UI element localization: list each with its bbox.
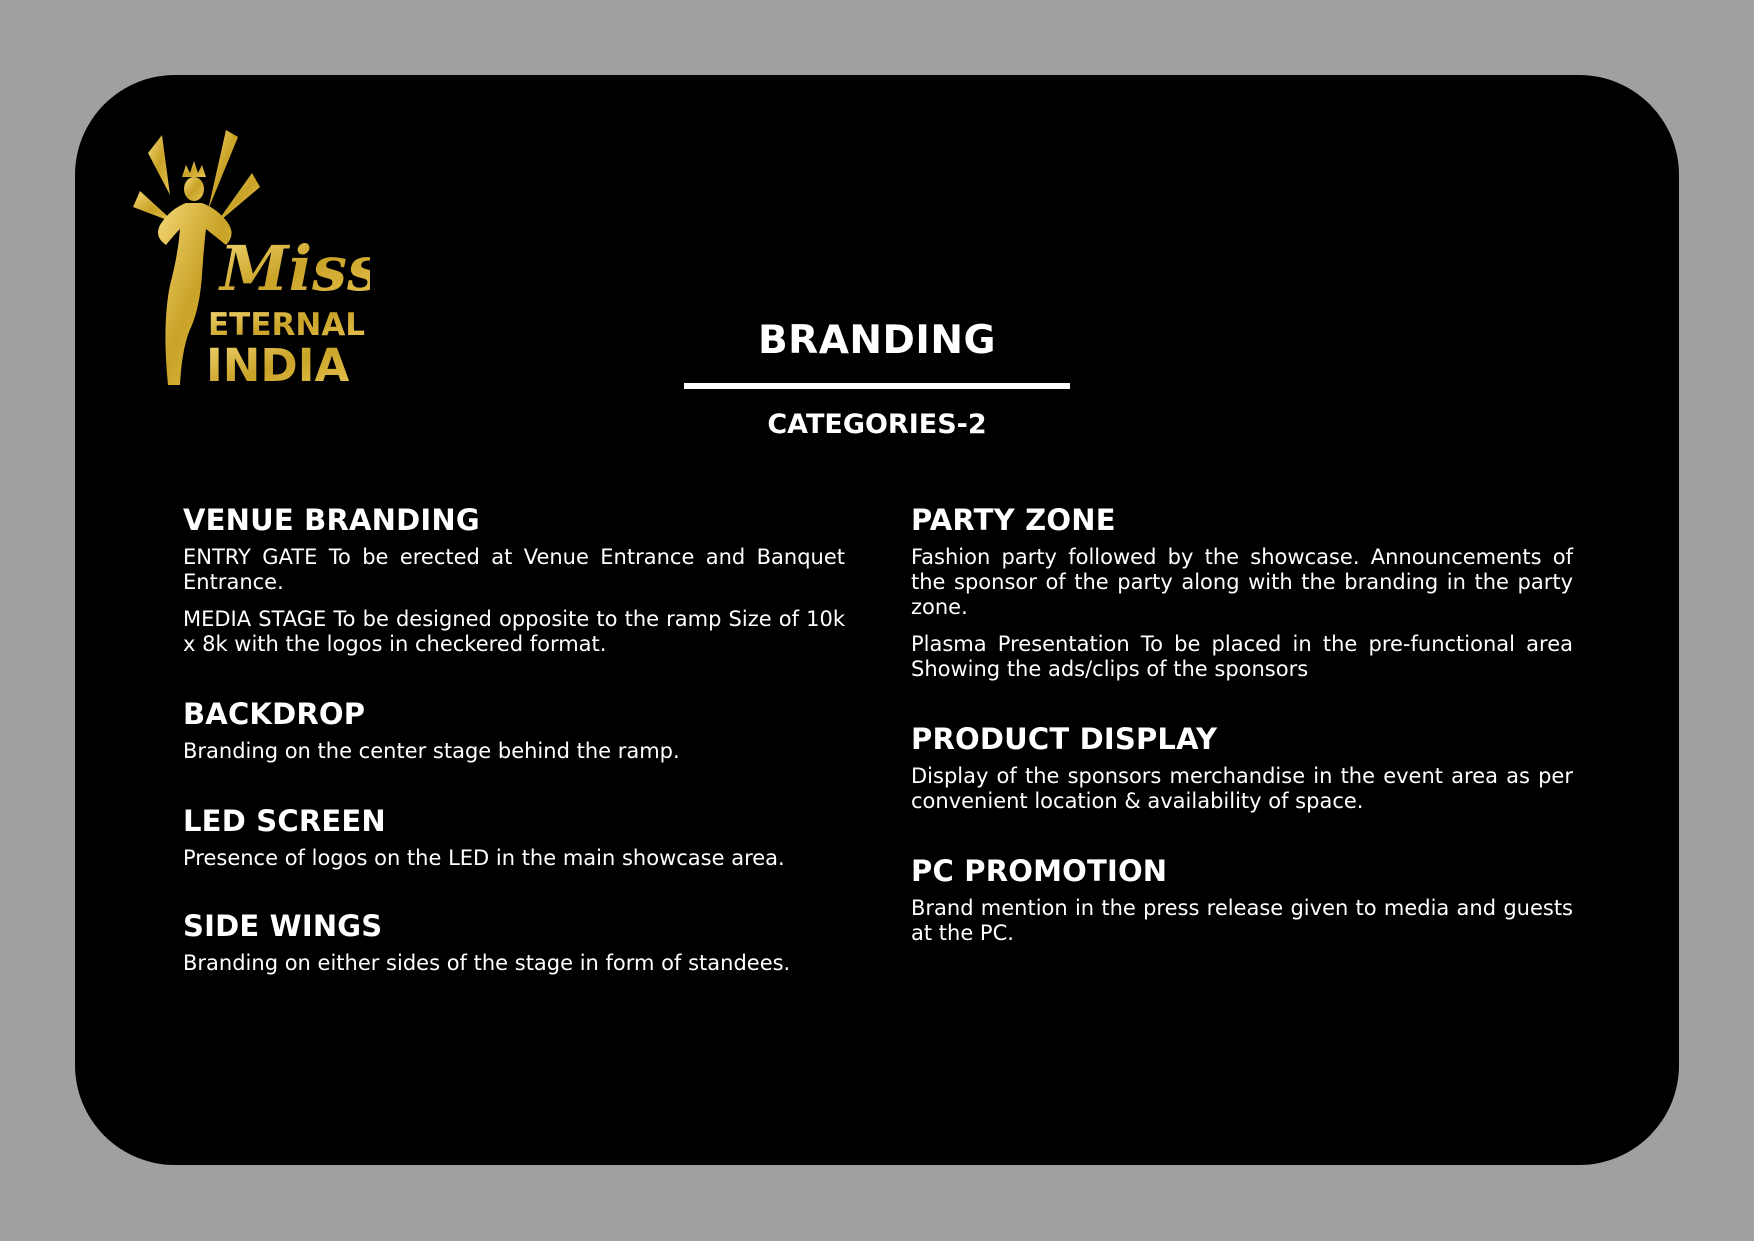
right-column (911, 503, 1573, 986)
section-title: LED SCREEN (183, 804, 386, 838)
section-text: Branding on either sides of the stage in form of standees. (183, 951, 791, 975)
section-backdrop (183, 697, 845, 764)
section-title: PRODUCT DISPLAY (911, 722, 1218, 756)
section-text: Plasma Presentation To be placed in the pre-functional area Showing the ads/clips of the sponsors (911, 632, 1573, 681)
page-subtitle: CATEGORIES-2 (767, 409, 987, 440)
section-side-wings (183, 909, 845, 976)
svg-text:ETERNAL: ETERNAL (208, 307, 366, 343)
svg-text:INDIA: INDIA (206, 339, 350, 392)
section-text: Branding on the center stage behind the ramp. (183, 739, 680, 763)
svg-text:Miss: Miss (220, 232, 370, 305)
page-title: BRANDING (757, 318, 997, 363)
section-text: Display of the sponsors merchandise in the event area as per convenient location & availability of space. (911, 764, 1573, 813)
section-title: SIDE WINGS (183, 909, 383, 943)
title-underline (684, 383, 1070, 389)
content-card (75, 75, 1679, 1165)
left-column (183, 503, 845, 1016)
section-title: PARTY ZONE (911, 503, 1116, 537)
section-title: VENUE BRANDING (183, 503, 480, 537)
section-led-screen (183, 804, 845, 871)
section-text: Brand mention in the press release given to media and guests at the PC. (911, 896, 1573, 945)
section-title: BACKDROP (183, 697, 366, 731)
section-text: Fashion party followed by the showcase. Announcements of the sponsor of the party along with the branding in the party zone. (911, 545, 1573, 619)
section-venue-branding (183, 503, 845, 657)
section-text: MEDIA STAGE To be designed opposite to the ramp Size of 10k x 8k with the logos in checkered format. (183, 607, 845, 656)
section-product-display (911, 722, 1573, 814)
section-text: ENTRY GATE To be erected at Venue Entrance and Banquet Entrance. (183, 545, 845, 594)
section-pc-promotion (911, 854, 1573, 946)
section-party-zone (911, 503, 1573, 682)
section-text: Presence of logos on the LED in the main showcase area. (183, 846, 785, 870)
section-title: PC PROMOTION (911, 854, 1168, 888)
